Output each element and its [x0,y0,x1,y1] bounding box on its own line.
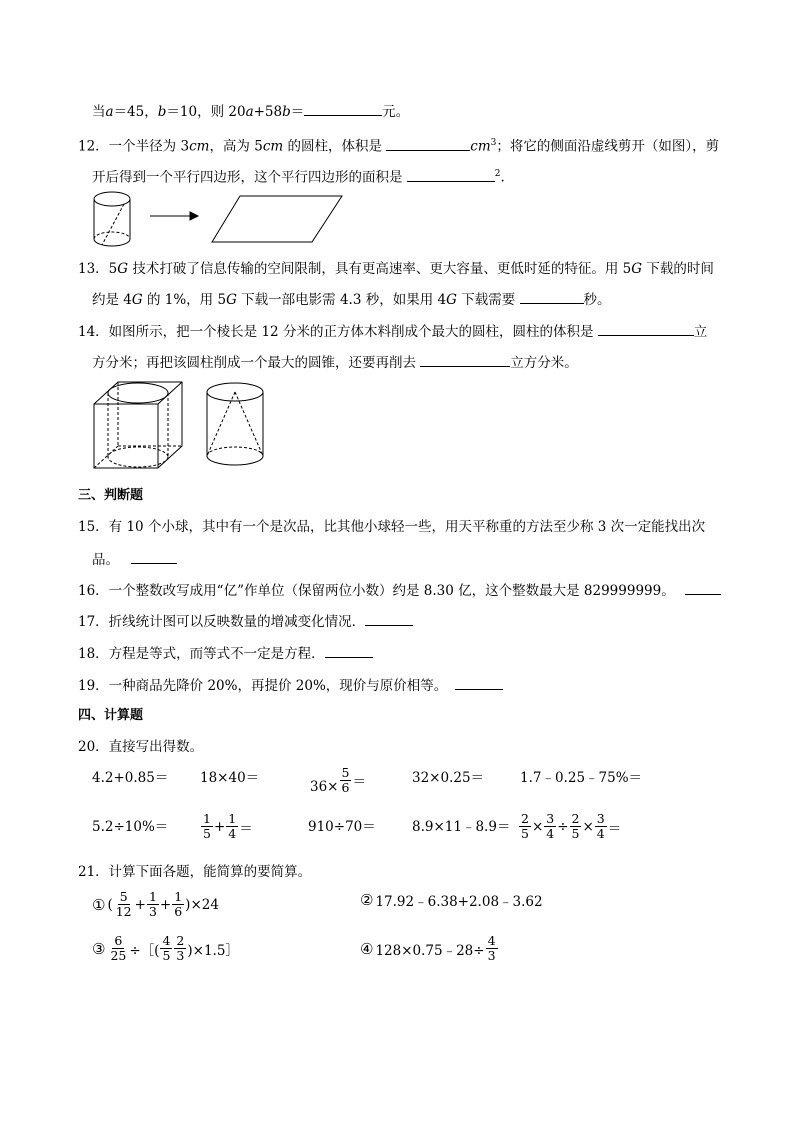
q20-item: 18×40＝ [200,770,260,786]
q20-item: 8.9×11﹣8.9＝ [412,819,511,835]
answer-blank[interactable] [455,675,503,690]
q20-item: 5.2÷10%＝ [92,819,169,835]
cylinder-with-cone-shape [207,383,263,465]
section-heading-judgement: 三、判断题 [78,488,144,503]
answer-blank[interactable] [325,643,373,658]
arrow-icon [150,212,198,220]
q20-item-fraction: $\frac{2}{5}$ × $\frac{3}{4}$ ÷ $\frac{2}{5}$ × $\frac{3}{4}$ ＝ [521,811,622,841]
q19-line: 19．一种商品先降价 20%，再提价 20%，现价与原价相等。 [78,675,503,696]
q21-expression-2: ② 17.92﹣6.38+2.08﹣3.62 [360,891,543,910]
answer-blank[interactable] [386,136,470,151]
q21-expression-1: ① ( $\frac{5}{12}$ + $\frac{1}{3}$ + $\frac{1}{6}$ ) ×24 [92,889,219,919]
q13-line1: 13．5G 技术打破了信息传输的空间限制，具有更高速率、更大容量、更低时延的特征。用 5G 下载的时间 [78,261,714,277]
q11-line: 当a＝45，b＝10，则 20a+58b＝ 元。 [92,101,409,122]
cylinder-shape [94,192,130,246]
q12-line2: 开后得到一个平行四边形，这个平行四边形的面积是 $^2$. [92,164,505,188]
answer-blank[interactable] [520,289,584,304]
cube-cylinder-cone-figure [90,378,280,472]
q17-line: 17．折线统计图可以反映数量的增减变化情况． [78,611,413,632]
cylinder-to-parallelogram-figure [90,190,350,248]
q12-line1: 12．一个半径为 3cm，高为 5cm 的圆柱，体积是 $cm^3$；将它的侧面沿虚线剪开（如图），剪 [78,133,719,157]
q20-title: 20．直接写出得数。 [78,739,204,755]
answer-blank[interactable] [131,549,177,564]
answer-blank[interactable] [365,611,413,626]
q14-line2: 方分米；再把该圆柱削成一个最大的圆锥，还要再削去 立方分米。 [92,352,578,373]
q20-item: 910÷70＝ [308,819,376,835]
answer-blank[interactable] [685,580,721,595]
answer-blank[interactable] [407,167,495,182]
parallelogram-shape [212,196,342,242]
cube-with-cylinder-shape [94,382,182,468]
q20-item: 4.2+0.85＝ [92,770,169,786]
answer-blank[interactable] [420,352,510,367]
answer-blank[interactable] [598,321,694,336]
section-heading-calculation: 四、计算题 [78,708,144,723]
q20-item: 32×0.25＝ [412,770,485,786]
q20-item-fraction: $\frac{1}{5}$ + $\frac{1}{4}$ ＝ [203,811,253,841]
q18-line: 18．方程是等式，而等式不一定是方程． [78,643,373,664]
answer-blank[interactable] [304,101,382,116]
q16-line: 16．一个整数改写成用“亿”作单位（保留两位小数）约是 8.30 亿，这个整数最大是 829999999。 [78,580,721,601]
q21-title: 21．计算下面各题，能简算的要简算。 [78,864,312,880]
q14-line1: 14．如图所示，把一个棱长是 12 分米的正方体木料削成个最大的圆柱，圆柱的体积是 立 [78,321,707,342]
q21-expression-4: ④ 128×0.75﹣28÷ $\frac{4}{3}$ [360,933,496,963]
q15-line2: 品。 [92,549,177,570]
q20-item-fraction: 36× $\frac{5}{6}$ ＝ [310,764,366,795]
q20-item: 1.7﹣0.25﹣75%＝ [520,770,643,786]
q21-expression-3: ③ $\frac{6}{25}$ ÷［( $\frac{4}{5}$ $\frac{2}{3}$ )×1.5］ [92,933,239,963]
q13-line2: 约是 4G 的 1%，用 5G 下载一部电影需 4.3 秒，如果用 4G 下载需要 秒。 [92,289,611,310]
q15-line1: 15．有 10 个小球，其中有一个是次品，比其他小球轻一些，用天平称重的方法至少称 3 次一定能找出次 [78,519,706,535]
